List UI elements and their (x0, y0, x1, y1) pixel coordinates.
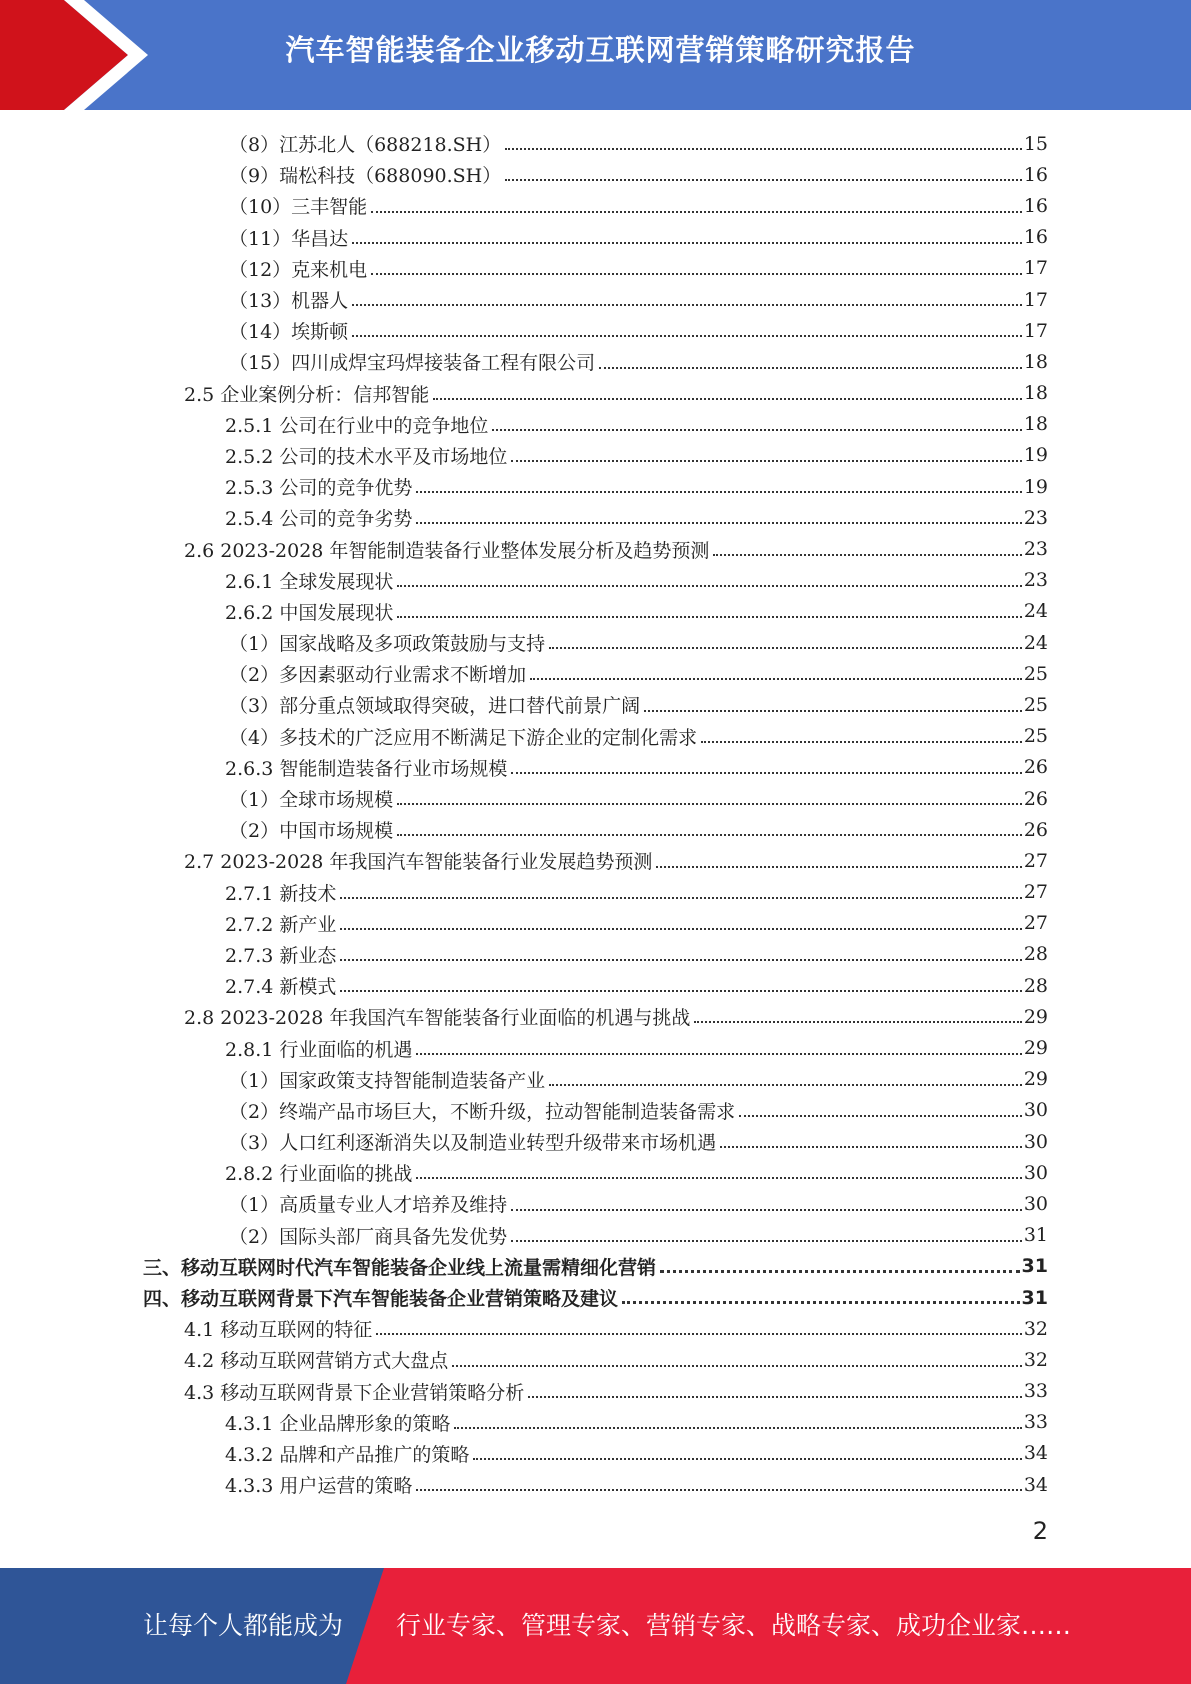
toc-dot-leader (416, 490, 1021, 493)
toc-entry[interactable] (0, 845, 1191, 876)
toc-entry-page: 29 (1023, 1068, 1048, 1091)
toc-entry[interactable] (0, 814, 1191, 845)
toc-entry-title: 4.1 移动互联网的特征 (184, 1319, 373, 1342)
toc-entry[interactable] (0, 378, 1191, 409)
toc-entry-page: 15 (1023, 132, 1048, 155)
toc-entry-page: 18 (1023, 413, 1048, 436)
toc-dot-leader (694, 1020, 1021, 1023)
toc-entry[interactable] (0, 1095, 1191, 1126)
toc-entry-title: （1）高质量专业人才培养及维持 (229, 1194, 508, 1217)
toc-entry[interactable] (0, 1251, 1191, 1282)
toc-entry[interactable] (0, 1220, 1191, 1251)
toc-entry[interactable] (0, 1126, 1191, 1157)
toc-dot-leader (492, 428, 1021, 431)
toc-entry-page: 16 (1023, 194, 1048, 217)
toc-dot-leader (505, 178, 1022, 181)
toc-dot-leader (511, 459, 1021, 462)
toc-entry-page: 31 (1021, 1255, 1048, 1278)
toc-entry[interactable] (0, 440, 1191, 471)
toc-dot-leader (549, 1083, 1022, 1086)
toc-entry-title: （11）华昌达 (229, 227, 349, 250)
toc-entry[interactable] (0, 253, 1191, 284)
toc-entry[interactable] (0, 315, 1191, 346)
toc-entry-title: （4）多技术的广泛应用不断满足下游企业的定制化需求 (229, 726, 698, 749)
toc-entry-title: （9）瑞松科技（688090.SH） (229, 165, 502, 188)
toc-entry-title: 4.3.1 企业品牌形象的策略 (225, 1412, 451, 1435)
toc-entry-title: 2.7.3 新业态 (225, 944, 337, 967)
toc-entry[interactable] (0, 159, 1191, 190)
toc-dot-leader (660, 1269, 1020, 1273)
toc-entry-page: 29 (1023, 1005, 1048, 1028)
toc-entry-title: （3）人口红利逐渐消失以及制造业转型升级带来市场机遇 (229, 1132, 717, 1155)
toc-entry-title: 2.7.4 新模式 (225, 976, 337, 999)
toc-entry-title: 2.8.2 行业面临的挑战 (225, 1163, 413, 1186)
toc-entry[interactable] (0, 1064, 1191, 1095)
toc-dot-leader (416, 1488, 1021, 1491)
toc-entry-page: 26 (1023, 818, 1048, 841)
toc-entry-title: 2.7.2 新产业 (225, 913, 337, 936)
toc-entry-page: 31 (1021, 1286, 1048, 1309)
toc-entry-page: 25 (1023, 725, 1048, 748)
toc-entry-page: 34 (1023, 1473, 1048, 1496)
toc-entry[interactable] (0, 1032, 1191, 1063)
toc-entry-page: 28 (1023, 974, 1048, 997)
toc-entry[interactable] (0, 658, 1191, 689)
toc-entry-title: 四、移动互联网背景下汽车智能装备企业营销策略及建议 (143, 1288, 619, 1311)
toc-entry-page: 30 (1023, 1099, 1048, 1122)
toc-entry-page: 19 (1023, 444, 1048, 467)
toc-entry-page: 24 (1023, 631, 1048, 654)
toc-entry[interactable] (0, 1001, 1191, 1032)
toc-entry[interactable] (0, 783, 1191, 814)
toc-entry[interactable] (0, 502, 1191, 533)
toc-dot-leader (340, 896, 1021, 899)
toc-entry-title: （13）机器人 (229, 290, 349, 313)
toc-entry-title: （8）江苏北人（688218.SH） (229, 134, 502, 157)
toc-entry-page: 30 (1023, 1161, 1048, 1184)
toc-dot-leader (376, 1332, 1022, 1335)
toc-entry[interactable] (0, 752, 1191, 783)
toc-entry-title: 2.8 2023-2028 年我国汽车智能装备行业面临的机遇与挑战 (184, 1007, 691, 1030)
toc-entry-title: 2.6.1 全球发展现状 (225, 570, 394, 593)
toc-entry[interactable] (0, 1188, 1191, 1219)
toc-dot-leader (352, 303, 1022, 306)
toc-entry-page: 18 (1023, 350, 1048, 373)
toc-entry[interactable] (0, 908, 1191, 939)
toc-entry-title: 2.7.1 新技术 (225, 882, 337, 905)
toc-dot-leader (599, 366, 1022, 369)
toc-dot-leader (528, 1395, 1022, 1398)
toc-entry-page: 33 (1023, 1380, 1048, 1403)
toc-entry-title: 4.3.2 品牌和产品推广的策略 (225, 1443, 470, 1466)
toc-dot-leader (416, 521, 1021, 524)
toc-entry[interactable] (0, 222, 1191, 253)
toc-entry[interactable] (0, 627, 1191, 658)
toc-entry[interactable] (0, 689, 1191, 720)
toc-entry-page: 25 (1023, 662, 1048, 685)
toc-entry-page: 26 (1023, 787, 1048, 810)
toc-dot-leader (720, 1145, 1022, 1148)
toc-entry[interactable] (0, 1469, 1191, 1500)
table-of-contents (0, 128, 1191, 1500)
toc-entry[interactable] (0, 284, 1191, 315)
toc-dot-leader (622, 1300, 1020, 1304)
header-title: 汽车智能装备企业移动互联网营销策略研究报告 (285, 33, 916, 67)
toc-dot-leader (701, 740, 1022, 743)
toc-entry-page: 31 (1023, 1224, 1048, 1247)
toc-entry-page: 33 (1023, 1411, 1048, 1434)
toc-entry-page: 26 (1023, 756, 1048, 779)
toc-entry-title: 2.6.2 中国发展现状 (225, 601, 394, 624)
toc-entry-title: 4.2 移动互联网营销方式大盘点 (184, 1350, 449, 1373)
toc-entry-title: 2.6.3 智能制造装备行业市场规模 (225, 757, 508, 780)
toc-dot-leader (511, 1208, 1022, 1211)
toc-entry-page: 16 (1023, 163, 1048, 186)
toc-entry-page: 18 (1023, 382, 1048, 405)
toc-entry-page: 27 (1023, 881, 1048, 904)
toc-dot-leader (644, 709, 1022, 712)
toc-entry-title: 4.3.3 用户运营的策略 (225, 1475, 413, 1498)
toc-entry-title: 4.3 移动互联网背景下企业营销策略分析 (184, 1381, 525, 1404)
toc-dot-leader (416, 1176, 1021, 1179)
toc-dot-leader (371, 272, 1022, 275)
toc-dot-leader (340, 958, 1021, 961)
toc-entry-title: （2）国际头部厂商具备先发优势 (229, 1225, 508, 1248)
toc-entry[interactable] (0, 721, 1191, 752)
toc-entry[interactable] (0, 877, 1191, 908)
footer-slogan-left: 让每个人都能成为 (143, 1611, 344, 1640)
toc-entry-title: 三、移动互联网时代汽车智能装备企业线上流量需精细化营销 (143, 1256, 657, 1279)
toc-dot-leader (371, 210, 1022, 213)
toc-entry[interactable] (0, 409, 1191, 440)
toc-entry[interactable] (0, 533, 1191, 564)
toc-entry-page: 28 (1023, 943, 1048, 966)
toc-entry-title: （1）全球市场规模 (229, 789, 394, 812)
toc-entry-title: （2）中国市场规模 (229, 820, 394, 843)
toc-entry[interactable] (0, 1157, 1191, 1188)
toc-dot-leader (452, 1364, 1022, 1367)
toc-entry-title: （1）国家政策支持智能制造装备产业 (229, 1069, 546, 1092)
toc-entry-page: 17 (1023, 288, 1048, 311)
toc-entry-page: 17 (1023, 319, 1048, 342)
toc-dot-leader (340, 927, 1021, 930)
page-footer (0, 1568, 1191, 1684)
toc-dot-leader (713, 553, 1021, 556)
toc-entry-title: （2）多因素驱动行业需求不断增加 (229, 664, 527, 687)
toc-entry[interactable] (0, 1407, 1191, 1438)
page-header (0, 0, 1191, 110)
toc-entry[interactable] (0, 346, 1191, 377)
toc-entry-page: 30 (1023, 1192, 1048, 1215)
toc-entry-page: 16 (1023, 226, 1048, 249)
toc-entry-title: （10）三丰智能 (229, 196, 368, 219)
toc-dot-leader (352, 334, 1022, 337)
toc-entry-title: （3）部分重点领域取得突破，进口替代前景广阔 (229, 695, 641, 718)
toc-entry[interactable] (0, 1282, 1191, 1313)
toc-entry[interactable] (0, 190, 1191, 221)
toc-dot-leader (739, 1114, 1022, 1117)
toc-entry-title: 2.5.4 公司的竞争劣势 (225, 508, 413, 531)
toc-entry[interactable] (0, 128, 1191, 159)
toc-dot-leader (530, 677, 1022, 680)
header-chevron-accent (0, 0, 160, 110)
toc-entry[interactable] (0, 1344, 1191, 1375)
toc-dot-leader (473, 1457, 1021, 1460)
toc-dot-leader (397, 802, 1022, 805)
toc-entry[interactable] (0, 471, 1191, 502)
toc-entry[interactable] (0, 596, 1191, 627)
toc-entry[interactable] (0, 939, 1191, 970)
toc-dot-leader (511, 771, 1021, 774)
toc-entry-page: 23 (1023, 506, 1048, 529)
toc-entry[interactable] (0, 970, 1191, 1001)
toc-entry-page: 24 (1023, 600, 1048, 623)
toc-entry-page: 32 (1023, 1348, 1048, 1371)
toc-entry-page: 23 (1023, 538, 1048, 561)
toc-entry-page: 30 (1023, 1130, 1048, 1153)
page-number: 2 (1032, 1517, 1048, 1545)
toc-entry[interactable] (0, 1376, 1191, 1407)
toc-entry-page: 27 (1023, 849, 1048, 872)
toc-entry-page: 29 (1023, 1037, 1048, 1060)
toc-entry-title: （14）埃斯顿 (229, 321, 349, 344)
toc-dot-leader (340, 989, 1021, 992)
toc-entry-title: 2.6 2023-2028 年智能制造装备行业整体发展分析及趋势预测 (184, 539, 710, 562)
toc-dot-leader (397, 584, 1021, 587)
toc-entry-page: 32 (1023, 1317, 1048, 1340)
toc-entry-title: 2.5.3 公司的竞争优势 (225, 477, 413, 500)
toc-dot-leader (433, 397, 1022, 400)
toc-entry-title: 2.7 2023-2028 年我国汽车智能装备行业发展趋势预测 (184, 851, 653, 874)
toc-dot-leader (454, 1426, 1021, 1429)
toc-dot-leader (352, 241, 1022, 244)
footer-slogan-right: 行业专家、管理专家、营销专家、战略专家、成功企业家…… (396, 1611, 1072, 1640)
toc-entry-title: 2.8.1 行业面临的机遇 (225, 1038, 413, 1061)
toc-entry-title: 2.5.2 公司的技术水平及市场地位 (225, 445, 508, 468)
toc-entry[interactable] (0, 1313, 1191, 1344)
toc-entry-page: 27 (1023, 912, 1048, 935)
toc-entry[interactable] (0, 1438, 1191, 1469)
toc-entry-title: （2）终端产品市场巨大，不断升级，拉动智能制造装备需求 (229, 1100, 736, 1123)
toc-entry-title: （15）四川成焊宝玛焊接装备工程有限公司 (229, 352, 596, 375)
toc-entry-page: 23 (1023, 569, 1048, 592)
toc-dot-leader (416, 1052, 1021, 1055)
toc-dot-leader (505, 147, 1022, 150)
toc-dot-leader (397, 615, 1021, 618)
toc-entry-title: 2.5 企业案例分析：信邦智能 (184, 383, 430, 406)
toc-dot-leader (549, 646, 1022, 649)
toc-entry-page: 19 (1023, 475, 1048, 498)
toc-dot-leader (511, 1239, 1022, 1242)
toc-entry-page: 34 (1023, 1442, 1048, 1465)
toc-entry-page: 17 (1023, 257, 1048, 280)
toc-dot-leader (656, 865, 1021, 868)
toc-entry-title: （1）国家战略及多项政策鼓励与支持 (229, 633, 546, 656)
toc-entry-title: 2.5.1 公司在行业中的竞争地位 (225, 414, 489, 437)
toc-entry-title: （12）克来机电 (229, 258, 368, 281)
toc-entry-page: 25 (1023, 693, 1048, 716)
toc-dot-leader (397, 833, 1022, 836)
toc-entry[interactable] (0, 565, 1191, 596)
